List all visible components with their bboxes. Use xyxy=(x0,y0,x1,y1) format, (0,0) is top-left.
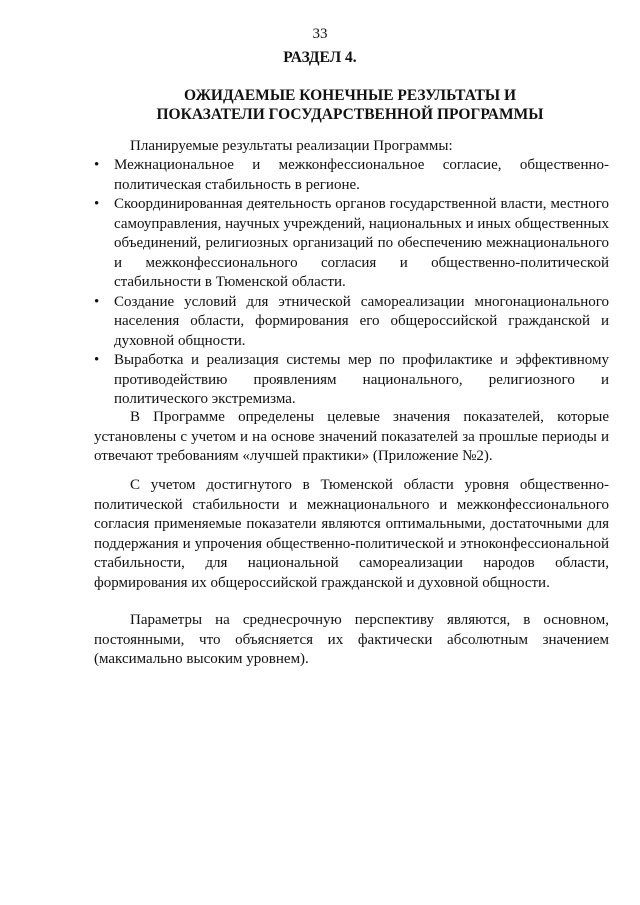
bullet-icon: • xyxy=(94,196,100,212)
list-item xyxy=(94,351,609,410)
list-item-text: Скоординированная деятельность органов государственной власти, местного самоуправления, научных учреждений, национальных и иных общественных объединений, религиозных организаций по обеспечению межнационального и межконфессионального согласия и общественно-политической стабильности в Тюменской области. xyxy=(114,196,609,290)
section-title-line-2: ПОКАЗАТЕЛИ ГОСУДАРСТВЕННОЙ ПРОГРАММЫ xyxy=(156,106,544,123)
bullet-icon: • xyxy=(94,293,100,310)
section-label: РАЗДЕЛ 4. xyxy=(283,49,357,66)
page-number: 33 xyxy=(312,26,328,42)
results-list xyxy=(94,156,609,410)
paragraph-parameters: Параметры на среднесрочную перспективу являются, в основном, постоянными, что объясняется их фактически абсолютным значением (максимально высоким уровнем). xyxy=(94,612,609,667)
list-item-text: Межнациональное и межконфессиональное согласие, общественно-политическая стабильность в регионе. xyxy=(114,157,609,193)
intro-text: Планируемые результаты реализации Программы: xyxy=(130,138,453,154)
paragraph-targets: В Программе определены целевые значения показателей, которые установлены с учетом и на основе значений показателей за прошлые периоды и отвечают требованиям «лучшей практики» (Приложение №2). xyxy=(94,409,609,464)
list-item-text: Создание условий для этнической самореализации многонационального населения области, формирования его общероссийской гражданской и духовной общности. xyxy=(114,293,609,349)
list-item-text: Выработка и реализация системы мер по профилактике и эффективному противодействию проявлениям национального, религиозного и политического экстремизма. xyxy=(114,352,609,407)
list-item xyxy=(94,156,609,195)
paragraph-indicators: С учетом достигнутого в Тюменской области уровня общественно-политической стабильности и межнационального и межконфессионального согласия применяемые показатели являются оптимальными, достаточными для поддержания и упрочения общественно-политической и этноконфессиональной стабильности, для национальной самореализации народов области, формирования их общероссийской гражданской и духовной общности. xyxy=(94,477,609,591)
section-title xyxy=(0,86,640,124)
list-item xyxy=(94,293,609,352)
list-item xyxy=(94,195,609,293)
bullet-icon: • xyxy=(94,157,100,173)
section-title-line-1: ОЖИДАЕМЫЕ КОНЕЧНЫЕ РЕЗУЛЬТАТЫ И xyxy=(183,87,517,104)
bullet-icon: • xyxy=(94,352,100,368)
